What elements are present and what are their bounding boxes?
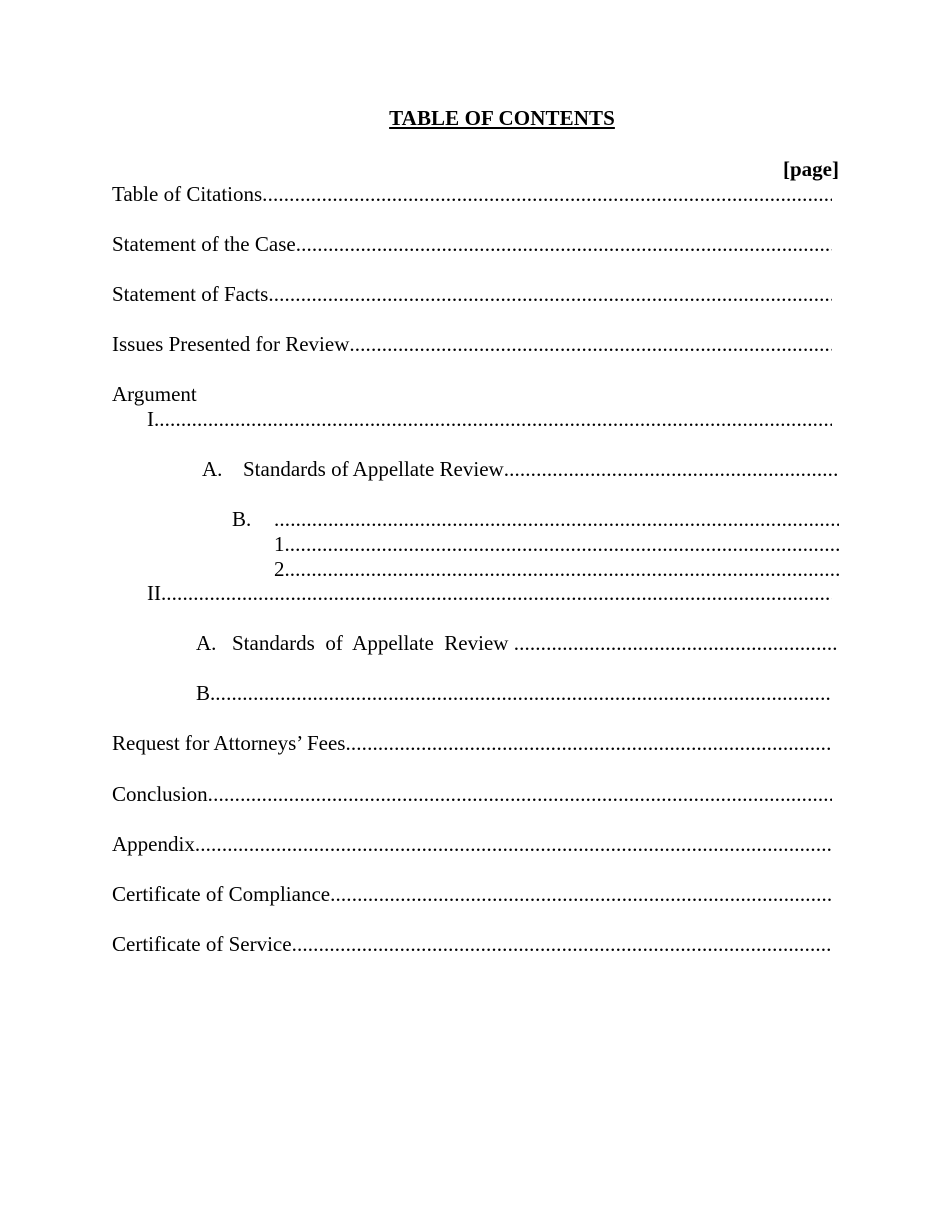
toc-entry-argument-i[interactable]	[147, 407, 832, 432]
toc-entry-marker: A.	[202, 457, 223, 481]
toc-heading-argument[interactable]: Argument	[112, 382, 197, 406]
toc-entry-label: Standards of Appellate Review	[232, 631, 514, 655]
toc-entry-label: Certificate of Service	[112, 932, 292, 956]
toc-entry-argument-ii-b[interactable]	[196, 681, 832, 706]
dot-leader	[504, 457, 839, 482]
dot-leader	[345, 731, 832, 756]
page-column-label: [page]	[783, 157, 839, 181]
dot-leader	[290, 532, 839, 557]
toc-entry-marker: A.	[196, 631, 217, 655]
toc-entry-argument-i-a[interactable]	[202, 457, 839, 482]
toc-entry-label: Standards of Appellate Review	[243, 457, 504, 481]
dot-leader	[296, 232, 832, 257]
toc-entry-label: Statement of the Case	[112, 232, 296, 256]
dot-leader	[514, 631, 839, 656]
dot-leader	[195, 832, 832, 857]
toc-entry-label: 2.	[274, 557, 290, 581]
toc-entry-label: Request for Attorneys’ Fees	[112, 731, 346, 755]
toc-entry-certificate-compliance[interactable]	[112, 882, 832, 907]
toc-entry-argument-i-b-1[interactable]	[274, 532, 839, 557]
dot-leader	[330, 882, 832, 907]
toc-entry-statement-of-facts[interactable]	[112, 282, 832, 307]
dot-leader	[268, 282, 832, 307]
toc-entry-label: 1.	[274, 532, 290, 556]
toc-entry-argument-i-b-2[interactable]	[274, 557, 839, 582]
toc-entry-request-fees[interactable]	[112, 731, 832, 756]
toc-entry-appendix[interactable]	[112, 832, 832, 857]
dot-leader	[215, 681, 832, 706]
toc-entry-label: B.	[196, 681, 216, 705]
toc-entry-issues-presented[interactable]	[112, 332, 832, 357]
toc-entry-label: II.	[147, 581, 167, 605]
toc-entry-label: Appendix	[112, 832, 195, 856]
toc-entry-label: Certificate of Compliance	[112, 882, 331, 906]
toc-entry-marker: B.	[232, 507, 252, 531]
toc-entry-label: I.	[147, 407, 160, 431]
toc-entry-argument-ii-a[interactable]	[196, 631, 839, 656]
toc-entry-label: Table of Citations	[112, 182, 263, 206]
toc-entry-label: Issues Presented for Review	[112, 332, 350, 356]
toc-entry-conclusion[interactable]	[112, 782, 832, 807]
dot-leader	[290, 557, 839, 582]
toc-entry-label: Conclusion	[112, 782, 208, 806]
dot-leader	[349, 332, 832, 357]
dot-leader	[208, 782, 832, 807]
toc-entry-argument-i-b[interactable]	[232, 507, 839, 532]
dot-leader	[159, 407, 832, 432]
toc-entry-label: Statement of Facts	[112, 282, 269, 306]
dot-leader	[274, 507, 839, 532]
dot-leader	[166, 581, 832, 606]
document-title: TABLE OF CONTENTS	[389, 106, 615, 130]
toc-entry-certificate-service[interactable]	[112, 932, 832, 957]
toc-entry-statement-of-case[interactable]	[112, 232, 832, 257]
dot-leader	[262, 182, 832, 207]
dot-leader	[292, 932, 832, 957]
toc-entry-table-of-citations[interactable]	[112, 182, 832, 207]
toc-entry-argument-ii[interactable]	[147, 581, 832, 606]
